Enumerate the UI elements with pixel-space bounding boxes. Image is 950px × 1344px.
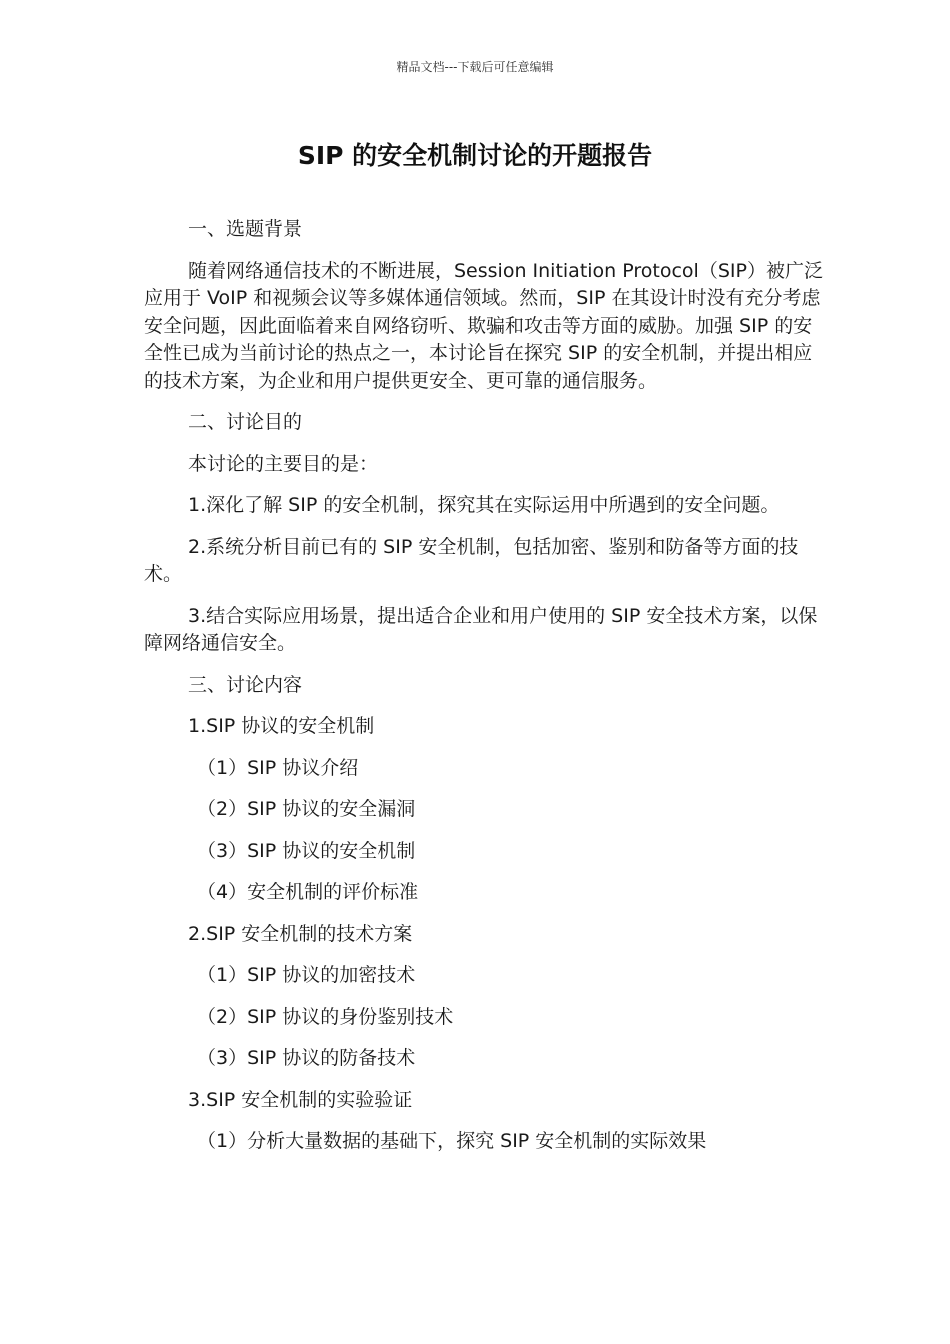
outline-subitem: （2）SIP 协议的身份鉴别技术 (197, 1005, 454, 1028)
outline-subitem: （3）SIP 协议的防备技术 (197, 1047, 416, 1069)
outline-subitem: （1）SIP 协议的加密技术 (197, 964, 416, 986)
outline-item: 1.SIP 协议的安全机制 (188, 715, 375, 737)
outline-subitem: （1）SIP 协议介绍 (197, 756, 359, 779)
list-item: 2.系统分析目前已有的 SIP 安全机制，包括加密、鉴别和防备等方面的技术。 (144, 535, 799, 585)
outline-item: 3.SIP 安全机制的实验验证 (188, 1088, 413, 1111)
section-heading: 一、选题背景 (188, 218, 303, 240)
body-paragraph: 本讨论的主要目的是： (188, 452, 379, 475)
document-title: SIP 的安全机制讨论的开题报告 (297, 141, 653, 170)
outline-subitem: （2）SIP 协议的安全漏洞 (197, 798, 416, 820)
outline-subitem: （4）安全机制的评价标准 (197, 881, 419, 903)
body-paragraph: 随着网络通信技术的不断进展，Session Initiation Protocol（SIP）被广泛应用于 VoIP 和视频会议等多媒体通信领域。然而，SIP 在其设计时没有充分考虑安全问题，因此面临着来自网络窃听、欺骗和攻击等方面的威胁。加强 SIP 的安全性已成为当前讨论的热点之一，本讨论旨在探究 SIP 的安全机制，并提出相应的技术方案，为企业和用户提供更安全、更可靠的通信服务。 (144, 259, 823, 392)
list-item: 1.深化了解 SIP 的安全机制，探究其在实际运用中所遇到的安全问题。 (188, 494, 780, 516)
list-item: 3.结合实际应用场景，提出适合企业和用户使用的 SIP 安全技术方案，以保障网络通信安全。 (144, 604, 818, 654)
section-heading: 三、讨论内容 (188, 673, 303, 696)
section-heading: 二、讨论目的 (188, 411, 303, 433)
document-body (144, 216, 824, 1170)
page-header: 精品文档---下载后可任意编辑 (396, 60, 554, 74)
outline-subitem: （3）SIP 协议的安全机制 (197, 839, 416, 862)
outline-subitem: （1）分析大量数据的基础下，探究 SIP 安全机制的实际效果 (197, 1130, 707, 1152)
outline-item: 2.SIP 安全机制的技术方案 (188, 922, 413, 945)
